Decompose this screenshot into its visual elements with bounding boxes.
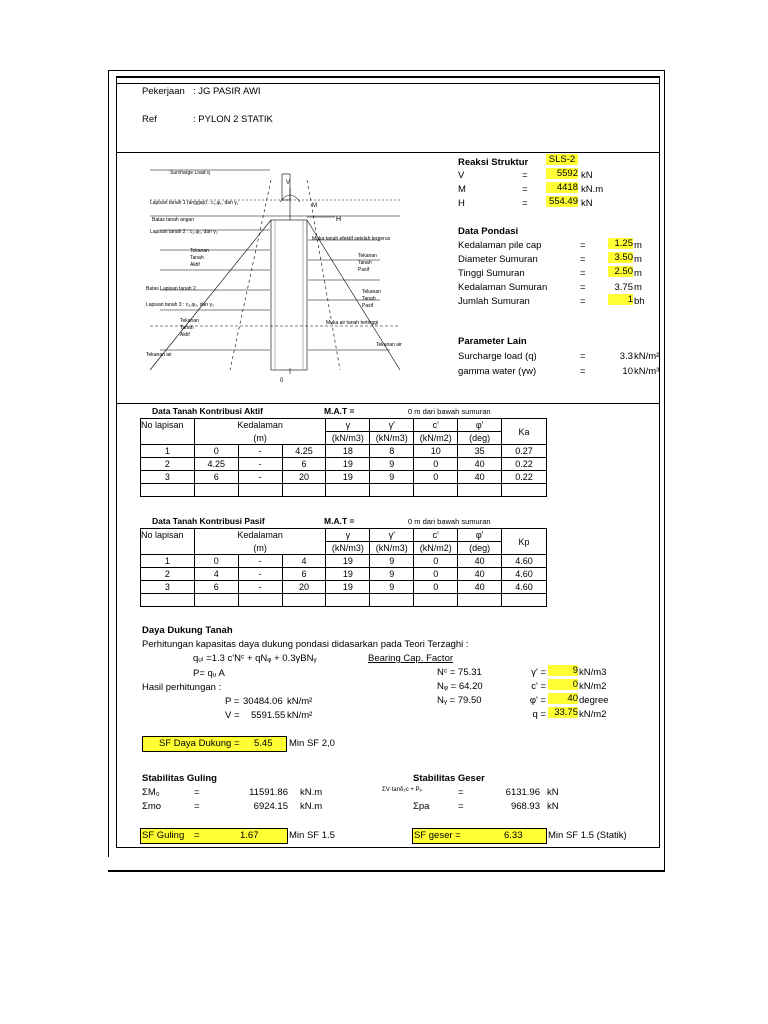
cell: 2	[141, 458, 195, 471]
pasif-head-phi: φ'	[458, 529, 502, 542]
aktif-head-unit-gamma-eff: (kN/m3)	[370, 432, 414, 445]
guling-r2-unit: kN.m	[300, 801, 323, 812]
aktif-head-unit-c: (kN/m2)	[414, 432, 458, 445]
guling-sf-label: SF Guling	[142, 830, 185, 841]
aktif-head-unit-m: (m)	[194, 432, 326, 445]
aktif-head-no: No lapisan	[141, 419, 195, 432]
cell: 0	[414, 568, 458, 581]
pasif-head-kp: Kp	[502, 529, 547, 555]
diagram-tekanan-pasif-1: Tekanan	[358, 253, 377, 259]
aktif-title: Data Tanah Kontribusi Aktif	[152, 406, 263, 416]
daya-formula1: qᵤₗ =1.3 c'Nᶜ + qNᵩ + 0.3γBNᵧ	[193, 653, 317, 664]
cell: 8	[370, 445, 414, 458]
cell: -	[238, 445, 282, 458]
cell: 4	[282, 555, 326, 568]
pondasi-row-5-unit: bh	[634, 296, 645, 307]
daya-q-value: 33.75	[548, 707, 578, 718]
cell: -	[238, 555, 282, 568]
cell: 1	[141, 555, 195, 568]
reaksi-h-name: H	[458, 198, 465, 209]
diagram-tekanan-aktif-2: Tanah	[190, 255, 204, 261]
pasif-head-c: c'	[414, 529, 458, 542]
pondasi-row-3-unit: m	[634, 268, 642, 279]
cell: 4	[194, 568, 238, 581]
daya-p-unit: kN/m²	[287, 696, 313, 707]
pasif-head-gamma: γ	[326, 529, 370, 542]
cell: 19	[326, 458, 370, 471]
sumuran-diagram	[130, 160, 420, 390]
parameter-row-2-name: gamma water (γw)	[458, 366, 537, 377]
daya-nc: Nᶜ = 75.31	[437, 667, 482, 678]
reaksi-h-unit: kN	[581, 198, 593, 209]
daya-q-unit: kN/m2	[579, 709, 607, 720]
pasif-head-gamma-eff: γ'	[370, 529, 414, 542]
pasif-head-unit-phi: (deg)	[458, 542, 502, 555]
daya-v-unit: kN/m²	[287, 710, 313, 721]
daya-c-value: 0	[548, 679, 578, 690]
aktif-mat-value: 0 m dari bawah sumuran	[408, 407, 491, 416]
pondasi-row-2-eq: =	[580, 254, 586, 265]
table-row-empty	[141, 594, 547, 607]
cell: 6	[194, 471, 238, 484]
reaksi-h-eq: =	[522, 198, 528, 209]
parameter-row-1-name: Surcharge load (q)	[458, 351, 537, 362]
daya-q-label: q =	[532, 709, 546, 720]
parameter-title: Parameter Lain	[458, 336, 527, 347]
cell: 3	[141, 581, 195, 594]
pondasi-row-4-name: Kedalaman Sumuran	[458, 282, 548, 293]
cell: 0.27	[502, 445, 547, 458]
reaksi-v-eq: =	[522, 170, 528, 181]
daya-c-label: c' =	[531, 681, 546, 692]
geser-r1-value: 6131.96	[505, 787, 540, 798]
daya-nq: Nᵩ = 64.20	[437, 681, 483, 692]
cell: 0	[414, 458, 458, 471]
diagram-lapisan3: Lapisan tanah 3 : c₃,φ₃, dan γ₃	[146, 302, 215, 308]
parameter-row-2-value: 10	[622, 366, 633, 377]
diagram-muka-efektif: Muka tanah efektif setelah tergerus	[312, 236, 391, 242]
pondasi-row-4-eq: =	[580, 282, 586, 293]
cell: 9	[370, 581, 414, 594]
cell: 3	[141, 471, 195, 484]
cell: 1	[141, 445, 195, 458]
diagram-tekanan-air-kiri: Tekanan air	[146, 352, 172, 358]
aktif-head-phi: φ'	[458, 419, 502, 432]
pondasi-row-3-value: 2.50	[608, 266, 633, 277]
aktif-head-kedalaman: Kedalaman	[194, 419, 326, 432]
cell: 18	[326, 445, 370, 458]
diagram-batas-angan: Batas tanah angan	[152, 217, 194, 223]
cell: -	[238, 471, 282, 484]
diagram-surcharge: Surcharge Load q	[170, 170, 210, 176]
pasif-title: Data Tanah Kontribusi Pasif	[152, 516, 265, 526]
diagram-tekanan-pasif-3: Pasif	[358, 267, 370, 273]
cell: 35	[458, 445, 502, 458]
cell: 6	[194, 581, 238, 594]
aktif-head-gamma: γ	[326, 419, 370, 432]
guling-r1-eq: =	[194, 787, 200, 798]
diagram-muka-air: Muka air tanah tertinggi	[326, 320, 379, 326]
daya-sf-label: SF Daya Dukung =	[159, 738, 240, 749]
cell: 4.60	[502, 555, 547, 568]
diagram-tekanan-pasif2-2: Tanah	[362, 296, 376, 302]
pondasi-title: Data Pondasi	[458, 226, 519, 237]
geser-r2-value: 968.93	[510, 801, 540, 812]
guling-r2-name: Σmo	[142, 801, 162, 812]
parameter-row-2-unit: kN/m³	[634, 366, 660, 377]
geser-r2-name: Σpa	[413, 801, 430, 812]
reaksi-m-value: 4418	[546, 182, 578, 193]
cell: -	[238, 568, 282, 581]
ref-label: Ref	[142, 114, 157, 125]
aktif-mat-label: M.A.T =	[324, 406, 355, 416]
table-row	[141, 568, 547, 581]
aktif-head-c: c'	[414, 419, 458, 432]
diagram-tekanan-aktif-3: Aktif	[190, 262, 200, 268]
cell: 19	[326, 581, 370, 594]
daya-sf-value: 5.45	[254, 738, 273, 749]
cell: 9	[370, 458, 414, 471]
cell: 2	[141, 568, 195, 581]
table-row	[141, 555, 547, 568]
pasif-head-kedalaman: Kedalaman	[194, 529, 326, 542]
diagram-m: M	[312, 203, 317, 209]
pasif-head-no: No lapisan	[141, 529, 195, 542]
daya-g-value: 9	[548, 665, 578, 676]
guling-r2-value: 6924.15	[253, 801, 288, 812]
diagram-tekanan-aktif-1: Tekanan	[190, 248, 209, 254]
guling-sf-min: Min SF 1.5	[289, 830, 335, 841]
diagram-tekanan-aktif2-1: Tekanan	[180, 318, 199, 324]
geser-sf-value: 6.33	[504, 830, 523, 841]
geser-formula: ΣV·tanδ₂c + Pₚ	[382, 787, 423, 793]
cell: 40	[458, 568, 502, 581]
table-row-empty	[141, 484, 547, 497]
cell: 20	[282, 581, 326, 594]
pondasi-row-2-name: Diameter Sumuran	[458, 254, 538, 265]
cell: 40	[458, 471, 502, 484]
cell: 19	[326, 471, 370, 484]
pondasi-row-3-name: Tinggi Sumuran	[458, 268, 525, 279]
diagram-zero: 0	[280, 378, 284, 384]
guling-r2-eq: =	[194, 801, 200, 812]
daya-p-label: P =	[225, 696, 240, 707]
aktif-head-ka: Ka	[502, 419, 547, 445]
pondasi-row-3-eq: =	[580, 268, 586, 279]
pasif-mat-label: M.A.T =	[324, 516, 355, 526]
table-row	[141, 581, 547, 594]
pondasi-row-2-value: 3.50	[608, 252, 633, 263]
daya-desc: Perhitungan kapasitas daya dukung pondasi didasarkan pada Teori Terzaghi :	[142, 639, 469, 650]
pondasi-row-2-unit: m	[634, 254, 642, 265]
pasif-head-unit-gamma-eff: (kN/m3)	[370, 542, 414, 555]
diagram-tekanan-air-kanan: Tekanan air	[376, 342, 402, 348]
cell: 6	[282, 568, 326, 581]
daya-formula2: P= qᵤ A	[193, 668, 225, 679]
cell: 40	[458, 458, 502, 471]
diagram-lapisan1: Lapisan tanah 1 (anggap) : c₁,φ₁, dan γ₁	[150, 200, 239, 206]
cell: 40	[458, 581, 502, 594]
table-row	[141, 445, 547, 458]
geser-sf-label: SF geser =	[414, 830, 461, 841]
reaksi-h-value: 554.49	[546, 196, 578, 207]
pasif-head-unit-m: (m)	[194, 542, 326, 555]
aktif-head-gamma-eff: γ'	[370, 419, 414, 432]
aktif-head-no-blank	[141, 432, 195, 445]
cell: 9	[370, 568, 414, 581]
cell: 0.22	[502, 458, 547, 471]
reaksi-m-name: M	[458, 184, 466, 195]
daya-c-unit: kN/m2	[579, 681, 607, 692]
daya-title: Daya Dukung Tanah	[142, 625, 233, 636]
daya-ny: Nᵧ = 79.50	[437, 695, 482, 706]
guling-sf-eq: =	[194, 830, 200, 841]
cell: 0	[194, 555, 238, 568]
table-row	[141, 471, 547, 484]
ref-value: : PYLON 2 STATIK	[193, 114, 273, 125]
daya-g-unit: kN/m3	[579, 667, 607, 678]
guling-r1-unit: kN.m	[300, 787, 323, 798]
cell: 0	[194, 445, 238, 458]
pondasi-row-1-unit: m	[634, 240, 642, 251]
daya-g-label: γ' =	[531, 667, 546, 678]
cell: 19	[326, 555, 370, 568]
daya-phi-unit: degree	[579, 695, 609, 706]
aktif-head-unit-gamma: (kN/m3)	[326, 432, 370, 445]
cell: 4.60	[502, 568, 547, 581]
geser-r1-eq: =	[458, 787, 464, 798]
pasif-head-unit-c: (kN/m2)	[414, 542, 458, 555]
cell: 4.25	[194, 458, 238, 471]
pasif-mat-value: 0 m dari bawah sumuran	[408, 517, 491, 526]
table-row	[141, 458, 547, 471]
pasif-head-no-blank	[141, 542, 195, 555]
pondasi-row-4-unit: m	[634, 282, 642, 293]
parameter-row-2-eq: =	[580, 366, 586, 377]
geser-sf-min: Min SF 1.5 (Statik)	[548, 830, 627, 841]
reaksi-m-unit: kN.m	[581, 184, 604, 195]
reaksi-tag: SLS-2	[546, 154, 578, 165]
parameter-row-1-unit: kN/m²	[634, 351, 660, 362]
daya-v-value: 5591.55	[251, 710, 286, 721]
guling-r1-value: 11591.86	[249, 787, 288, 798]
geser-title: Stabilitas Geser	[413, 773, 485, 784]
diagram-batas-lapisan2: Batas Lapisan tanah 2	[146, 286, 196, 292]
pekerjaan-label: Pekerjaan	[142, 86, 185, 97]
daya-phi-value: 40	[548, 693, 578, 704]
cell: -	[238, 458, 282, 471]
diagram-tekanan-pasif2-1: Tekanan	[362, 289, 381, 295]
daya-p-value: 30484.06	[243, 696, 283, 707]
cell: 20	[282, 471, 326, 484]
cell: 0	[414, 555, 458, 568]
pasif-head-unit-gamma: (kN/m3)	[326, 542, 370, 555]
daya-phi-label: φ' =	[529, 695, 546, 706]
reaksi-m-eq: =	[522, 184, 528, 195]
diagram-v: V	[286, 180, 291, 186]
geser-r2-eq: =	[458, 801, 464, 812]
diagram-lapisan2: Lapisan tanah 2 : c₂,φ₂, dan γ₂	[150, 229, 218, 235]
diagram-tekanan-pasif2-3: Pasif	[362, 303, 374, 309]
pondasi-row-5-eq: =	[580, 296, 586, 307]
aktif-head-unit-phi: (deg)	[458, 432, 502, 445]
cell: 19	[326, 568, 370, 581]
cell: 0	[414, 581, 458, 594]
geser-r1-unit: kN	[547, 787, 559, 798]
guling-sf-value: 1.67	[240, 830, 259, 841]
pondasi-row-5-name: Jumlah Sumuran	[458, 296, 530, 307]
pondasi-row-1-value: 1.25	[608, 238, 633, 249]
aktif-table	[140, 418, 547, 497]
pondasi-row-1-name: Kedalaman pile cap	[458, 240, 542, 251]
daya-v-label: V =	[225, 710, 240, 721]
cell: 0	[414, 471, 458, 484]
cell: 4.60	[502, 581, 547, 594]
pekerjaan-value: : JG PASIR AWI	[193, 86, 261, 97]
guling-title: Stabilitas Guling	[142, 773, 217, 784]
geser-r2-unit: kN	[547, 801, 559, 812]
daya-bcf: Bearing Cap. Factor	[368, 653, 454, 664]
daya-sf-min: Min SF 2,0	[289, 738, 335, 749]
cell: 40	[458, 555, 502, 568]
cell: 9	[370, 555, 414, 568]
cell: 6	[282, 458, 326, 471]
cell: 0.22	[502, 471, 547, 484]
diagram-tekanan-aktif2-2: Tanah	[180, 325, 194, 331]
daya-hasil: Hasil perhitungan :	[142, 682, 222, 693]
pondasi-row-1-eq: =	[580, 240, 586, 251]
cell: -	[238, 581, 282, 594]
parameter-row-1-value: 3.3	[619, 351, 633, 362]
cell: 10	[414, 445, 458, 458]
reaksi-v-name: V	[458, 170, 465, 181]
pasif-table	[140, 528, 547, 607]
diagram-tekanan-aktif2-3: Aktif	[180, 332, 190, 338]
reaksi-title: Reaksi Struktur	[458, 157, 529, 168]
reaksi-v-unit: kN	[581, 170, 593, 181]
cell: 9	[370, 471, 414, 484]
guling-r1-name: ΣM₀	[142, 787, 160, 798]
pondasi-row-5-value: 1	[608, 294, 633, 305]
cell: 4.25	[282, 445, 326, 458]
parameter-row-1-eq: =	[580, 351, 586, 362]
diagram-h: H	[336, 216, 342, 223]
diagram-tekanan-pasif-2: Tanah	[358, 260, 372, 266]
pondasi-row-4-value: 3.75	[614, 282, 633, 293]
reaksi-v-value: 5592	[546, 168, 578, 179]
